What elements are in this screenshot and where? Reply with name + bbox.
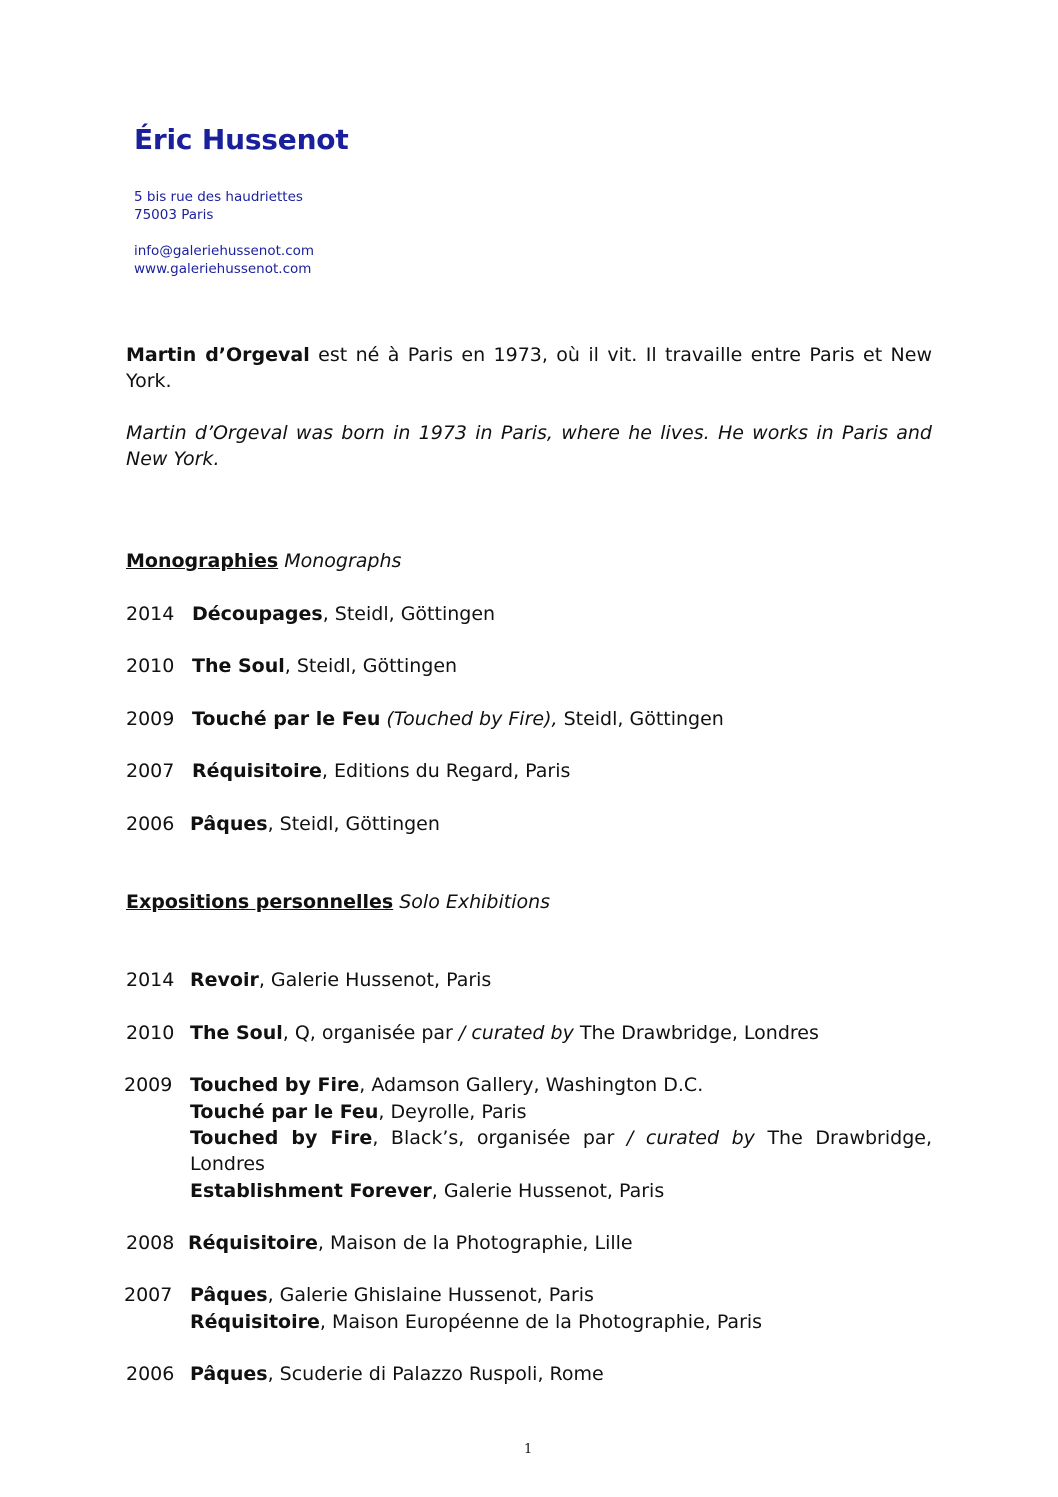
entry-text (190, 1363, 604, 1385)
entry-curator: The Drawbridge, (767, 1127, 932, 1149)
entry-title: Réquisitoire (190, 1311, 320, 1333)
gallery-name: Éric Hussenot (134, 123, 349, 156)
entry-title: Revoir (190, 969, 259, 991)
entry-title-translation: (Touched by Fire), (380, 708, 558, 730)
entry-text (192, 708, 724, 730)
entry-details: , Steidl, Göttingen (322, 603, 496, 625)
entry-text (192, 603, 495, 625)
entry-title: Réquisitoire (188, 1232, 318, 1254)
entry-details: Steidl, Göttingen (557, 708, 724, 730)
entry-title: Establishment Forever (190, 1180, 432, 1202)
entry-details: , Scuderie di Palazzo Ruspoli, Rome (267, 1363, 604, 1385)
entry-details: , Adamson Gallery, Washington D.C. (359, 1074, 704, 1096)
entry-text (190, 969, 491, 991)
entry-text (190, 1022, 819, 1044)
entry-year: 2010 (126, 655, 175, 677)
solo-exhibitions-heading (126, 891, 550, 913)
entry-details: , Galerie Hussenot, Paris (431, 1180, 665, 1202)
entry-curator: The Drawbridge, Londres (573, 1022, 819, 1044)
artist-name: Martin d’Orgeval (126, 344, 310, 366)
solo-heading-en: Solo Exhibitions (399, 891, 551, 913)
entry-year: 2008 (126, 1232, 175, 1254)
bio-french-text: est né à Paris en 1973, où il vit. Il travaille entre Paris et New York. (126, 344, 932, 392)
entry-title: Touché par le Feu (192, 708, 381, 730)
entry-year: 2009 (124, 1074, 173, 1096)
entry-text (188, 1232, 633, 1254)
entry-title: Pâques (190, 813, 268, 835)
entry-year: 2014 (126, 603, 175, 625)
solo-heading-fr: Expositions personnelles (126, 891, 394, 913)
entry-year: 2010 (126, 1022, 175, 1044)
entry-line-justified (190, 1127, 932, 1149)
entry-year: 2006 (126, 1363, 175, 1385)
entry-title: Pâques (190, 1363, 268, 1385)
entry-year: 2007 (124, 1284, 173, 1306)
entry-curated-by: / curated by (626, 1127, 755, 1149)
entry-line (190, 1311, 762, 1333)
entry-title: Pâques (190, 1284, 268, 1306)
entry-title: Touched by Fire (190, 1074, 360, 1096)
entry-line (190, 1180, 664, 1202)
gallery-address-line2: 75003 Paris (134, 207, 214, 223)
entry-text (190, 813, 440, 835)
entry-line: Londres (190, 1153, 265, 1175)
entry-line (190, 1101, 527, 1123)
bio-english: Martin d’Orgeval was born in 1973 in Paris, where he lives. He works in Paris and New York. (126, 422, 932, 470)
monographs-heading-fr: Monographies (126, 550, 279, 572)
entry-text (192, 655, 457, 677)
entry-details: , Steidl, Göttingen (267, 813, 440, 835)
entry-details: , Maison Européenne de la Photographie, Paris (319, 1311, 763, 1333)
entry-year: 2009 (126, 708, 175, 730)
entry-title: Réquisitoire (192, 760, 322, 782)
entry-details: , Q, organisée par (282, 1022, 459, 1044)
bio-french (126, 342, 932, 394)
entry-title: Touché par le Feu (190, 1101, 379, 1123)
entry-curated-by: / curated by (458, 1022, 574, 1044)
monographs-heading (126, 550, 401, 572)
entry-year: 2007 (126, 760, 175, 782)
monographs-heading-en: Monographs (284, 550, 402, 572)
entry-title: The Soul (190, 1022, 283, 1044)
entry-year: 2014 (126, 969, 175, 991)
entry-details: , Galerie Hussenot, Paris (258, 969, 492, 991)
entry-line (190, 1284, 594, 1306)
entry-details: , Black’s, organisée par (372, 1127, 615, 1149)
entry-details: , Galerie Ghislaine Hussenot, Paris (267, 1284, 594, 1306)
entry-title: Découpages (192, 603, 323, 625)
gallery-address-line1: 5 bis rue des haudriettes (134, 189, 303, 205)
entry-line (190, 1074, 703, 1096)
entry-details: , Maison de la Photographie, Lille (317, 1232, 633, 1254)
entry-details: , Deyrolle, Paris (378, 1101, 527, 1123)
entry-details: , Steidl, Göttingen (284, 655, 458, 677)
entry-title: The Soul (192, 655, 285, 677)
gallery-email-link[interactable]: info@galeriehussenot.com (134, 243, 315, 259)
entry-details: , Editions du Regard, Paris (321, 760, 571, 782)
gallery-website-link[interactable]: www.galeriehussenot.com (134, 261, 312, 277)
page-number: 1 (524, 1442, 533, 1457)
entry-text (192, 760, 570, 782)
entry-year: 2006 (126, 813, 175, 835)
entry-title: Touched by Fire (190, 1127, 373, 1149)
